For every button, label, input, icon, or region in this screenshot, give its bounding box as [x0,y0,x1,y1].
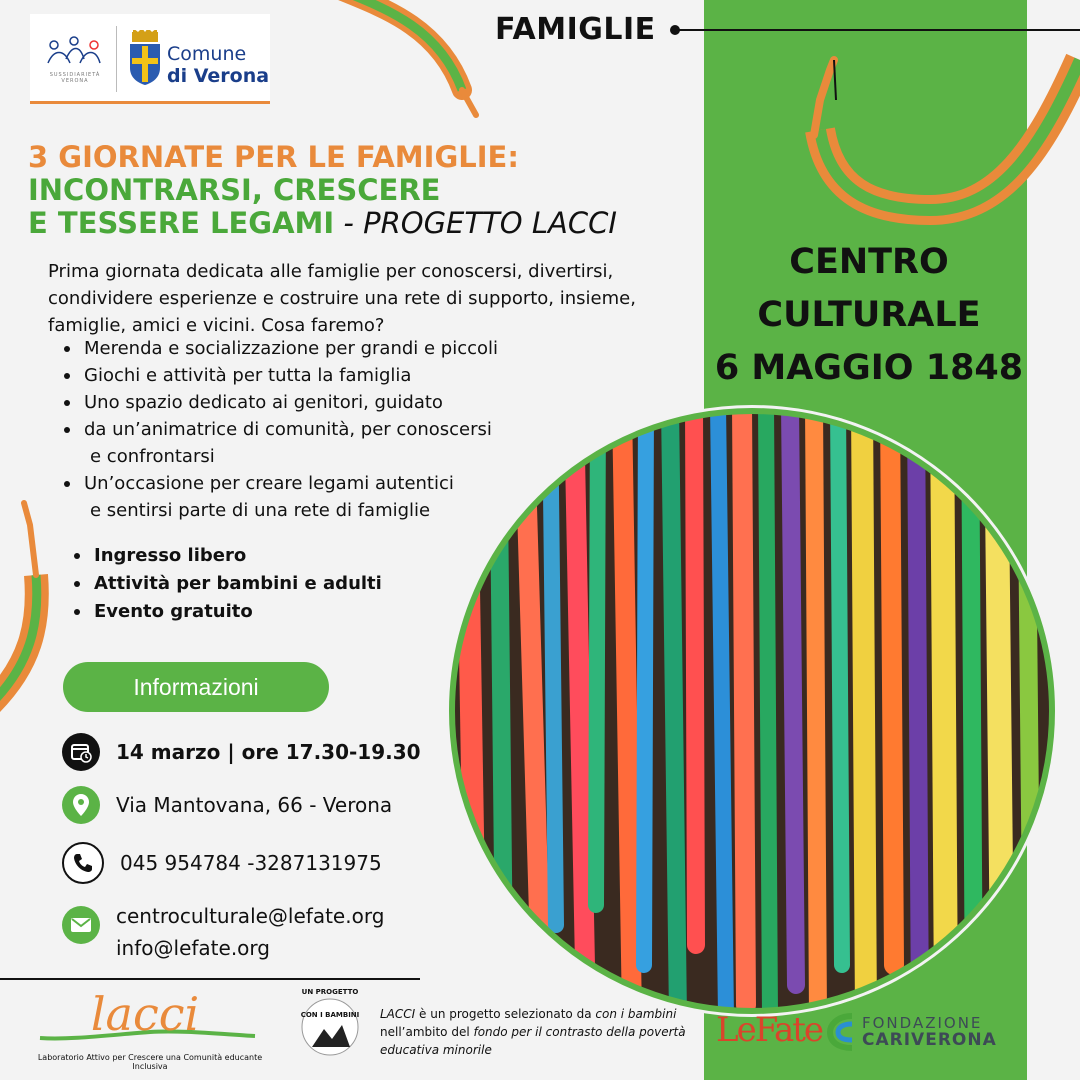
project-note [380,1005,690,1059]
category-label: FAMIGLIE [495,12,656,47]
comune-verona-crest [128,30,162,85]
list-item-continuation: e sentirsi parte di una rete di famiglie [90,500,431,521]
event-date: 14 marzo | ore 17.30-19.30 [116,740,421,764]
lefate-logo: LeFate [716,1010,823,1050]
location-pin-icon [62,786,100,824]
highlights-list [74,542,382,626]
list-item-text: da un’animatrice di comunità, per conoscersi [84,419,492,440]
conibambini-name: CON I BAMBINI [300,1011,360,1019]
list-item: Giochi e attività per tutta la famiglia [64,362,544,389]
date-row [62,733,421,771]
address-row [62,786,392,824]
cariverona-mark-icon [826,1012,856,1052]
title-project: PROGETTO LACCI [363,206,617,240]
comune-line1: Comune [167,43,247,65]
title-line1: 3 GIORNATE PER LE FAMIGLIE: [28,140,519,174]
venue-name [704,236,1034,395]
email-address-2[interactable]: info@lefate.org [116,936,270,960]
category-line [676,29,1080,31]
cariverona-logo [826,1012,997,1052]
note-lacci: LACCI [380,1007,416,1021]
list-item-text: Un’occasione per creare legami autentici [84,473,454,494]
venue-line3: 6 MAGGIO 1848 [714,348,1024,388]
shoelace-green-band-decoration [790,40,1080,230]
conibambini-top-text: UN PROGETTO [301,988,359,996]
lacci-logo [30,990,260,1052]
event-address[interactable]: Via Mantovana, 66 - Verona [116,793,393,817]
event-description: Prima giornata dedicata alle famiglie per conoscersi, divertirsi, condividere esperienze e costruire una rete di supporto, insieme, famiglie, amici e vicini. Cosa faremo? [48,261,636,336]
logo-divider [116,26,117,92]
shoelaces-photo [446,405,1058,1017]
venue-line1: CENTRO [789,242,949,282]
highlight-item: Ingresso libero [74,542,382,570]
note-fondo: fondo per il contrasto della povertà educativa minorile [380,1025,686,1057]
phone-row [62,842,382,884]
note-conibambini: con i bambini [595,1007,677,1021]
note-text-1: è un progetto selezionato da [415,1007,596,1021]
footer-divider [0,978,420,980]
shoelace-left-decoration [0,495,60,715]
conibambini-logo [290,985,370,1065]
list-item: Uno spazio dedicato ai genitori, guidato [64,389,544,416]
highlight-item: Attività per bambini e adulti [74,570,382,598]
shoelace-top-decoration [330,0,480,120]
calendar-icon [62,733,100,771]
note-text-2: nell’ambito del [380,1025,474,1039]
highlight-item: Evento gratuito [74,598,382,626]
event-phone[interactable]: 045 954784 -3287131975 [120,851,382,875]
title-line3: E TESSERE LEGAMI [28,206,335,240]
sussidiarieta-text: SUSSIDIARIETÀ VERONA [49,72,101,84]
list-item: Merenda e socializzazione per grandi e piccoli [64,335,544,362]
comune-verona-text [167,43,269,87]
venue-line2: CULTURALE [757,295,981,335]
email-address-1[interactable]: centroculturale@lefate.org [116,904,385,928]
cariverona-line1: FONDAZIONE [862,1014,983,1032]
event-title [28,141,617,240]
email-icon [62,906,100,944]
lacci-wordmark: lacci [90,990,200,1041]
lacci-subtitle: Laboratorio Attivo per Crescere una Comunità educante Inclusiva [37,1053,263,1071]
comune-line2: di Verona [167,65,270,87]
title-separator: - [334,206,364,240]
informazioni-button[interactable]: Informazioni [63,662,329,712]
email-row [62,900,384,964]
phone-icon [62,842,104,884]
list-item-continuation: e confrontarsi [90,446,215,467]
title-line2: INCONTRARSI, CRESCERE [28,173,441,207]
cariverona-line2: CARIVERONA [862,1030,997,1050]
